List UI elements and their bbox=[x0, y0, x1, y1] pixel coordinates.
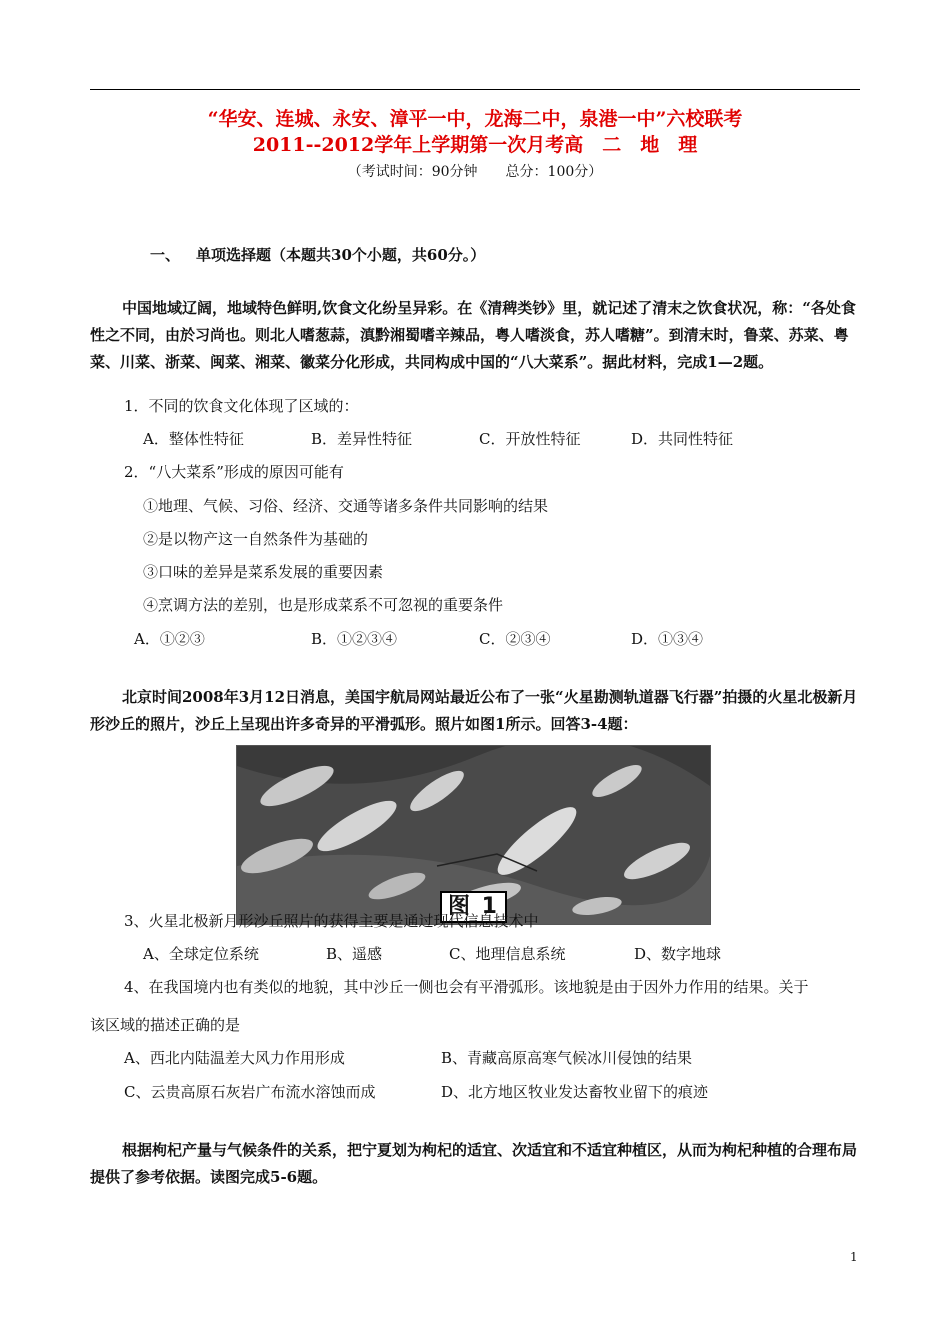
q1-option-c: C．开放性特征 bbox=[479, 430, 581, 448]
q3-option-b: B、遥感 bbox=[326, 945, 383, 963]
q1-option-d: D．共同性特征 bbox=[631, 430, 734, 448]
passage-goji: 根据枸杞产量与气候条件的关系，把宁夏划为枸杞的适宜、次适宜和不适宜种植区，从而为枸杞种植的合理布局提供了参考依据。读图完成5-6题。 bbox=[90, 1141, 858, 1186]
q2-option-c: C．②③④ bbox=[479, 630, 551, 648]
figure-label: 图 1 bbox=[440, 891, 507, 923]
header-rule bbox=[90, 89, 860, 90]
section-number: 一、 bbox=[150, 246, 181, 264]
q2-option-d: D．①③④ bbox=[631, 630, 704, 648]
passage-mars: 北京时间2008年3月12日消息，美国宇航局网站最近公布了一张“火星勘测轨道器飞行器”拍摄的火星北极新月形沙丘的照片，沙丘上呈现出许多奇异的平滑弧形。照片如图1所示。回答3-4题： bbox=[90, 688, 858, 733]
question-4-stem-line2: 该区域的描述正确的是 bbox=[90, 1016, 241, 1034]
question-1-stem: 1．不同的饮食文化体现了区域的： bbox=[124, 397, 359, 415]
q2-option-a: A．①②③ bbox=[134, 630, 205, 648]
q1-option-b: B．差异性特征 bbox=[311, 430, 413, 448]
q3-option-a: A、全球定位系统 bbox=[143, 945, 259, 963]
question-3-stem: 3、火星北极新月形沙丘照片的获得主要是通过现代信息技术中 bbox=[124, 912, 539, 930]
q3-option-c: C、地理信息系统 bbox=[449, 945, 566, 963]
exam-info: （考试时间：90分钟 总分：100分） bbox=[347, 164, 603, 180]
q2-item-2: ②是以物产这一自然条件为基础的 bbox=[143, 530, 369, 548]
q4-option-a: A、西北内陆温差大风力作用形成 bbox=[124, 1049, 345, 1067]
q2-item-3: ③口味的差异是菜系发展的重要因素 bbox=[143, 563, 384, 581]
exam-title-line2: 2011--2012学年上学期第一次月考高 二 地 理 bbox=[252, 134, 698, 156]
q4-option-c: C、云贵高原石灰岩广布流水溶蚀而成 bbox=[124, 1083, 376, 1101]
question-2-stem: 2．“八大菜系”形成的原因可能有 bbox=[124, 463, 344, 481]
exam-title-line1: “华安、连城、永安、漳平一中，龙海二中，泉港一中”六校联考 bbox=[207, 108, 743, 130]
q2-item-1: ①地理、气候、习俗、经济、交通等诸多条件共同影响的结果 bbox=[143, 497, 549, 515]
q4-option-b: B、青藏高原高寒气候冰川侵蚀的结果 bbox=[441, 1049, 693, 1067]
q2-item-4: ④烹调方法的差别，也是形成菜系不可忽视的重要条件 bbox=[143, 596, 504, 614]
q4-option-d: D、北方地区牧业发达畜牧业留下的痕迹 bbox=[441, 1083, 709, 1101]
page-number: 1 bbox=[850, 1250, 858, 1264]
q3-option-d: D、数字地球 bbox=[634, 945, 722, 963]
passage-food-culture: 中国地域辽阔，地域特色鲜明,饮食文化纷呈异彩。在《清稗类钞》里，就记述了清末之饮食状况，称：“各处食性之不同，由於习尚也。则北人嗜葱蒜，滇黔湘蜀嗜辛辣品，粤人嗜淡食，苏人嗜糖”。到清末时，鲁菜、苏菜、粤菜、川菜、浙菜、闽菜、湘菜、徽菜分化形成，共同构成中国的“八大菜系”。据此材料，完成1—2题。 bbox=[90, 299, 856, 371]
q1-option-a: A．整体性特征 bbox=[143, 430, 244, 448]
q2-option-b: B．①②③④ bbox=[311, 630, 398, 648]
question-4-stem-line1: 4、在我国境内也有类似的地貌，其中沙丘一侧也会有平滑弧形。该地貌是由于因外力作用的结果。关于 bbox=[124, 978, 809, 996]
section-heading: 单项选择题（本题共30个小题，共60分。） bbox=[196, 246, 486, 264]
